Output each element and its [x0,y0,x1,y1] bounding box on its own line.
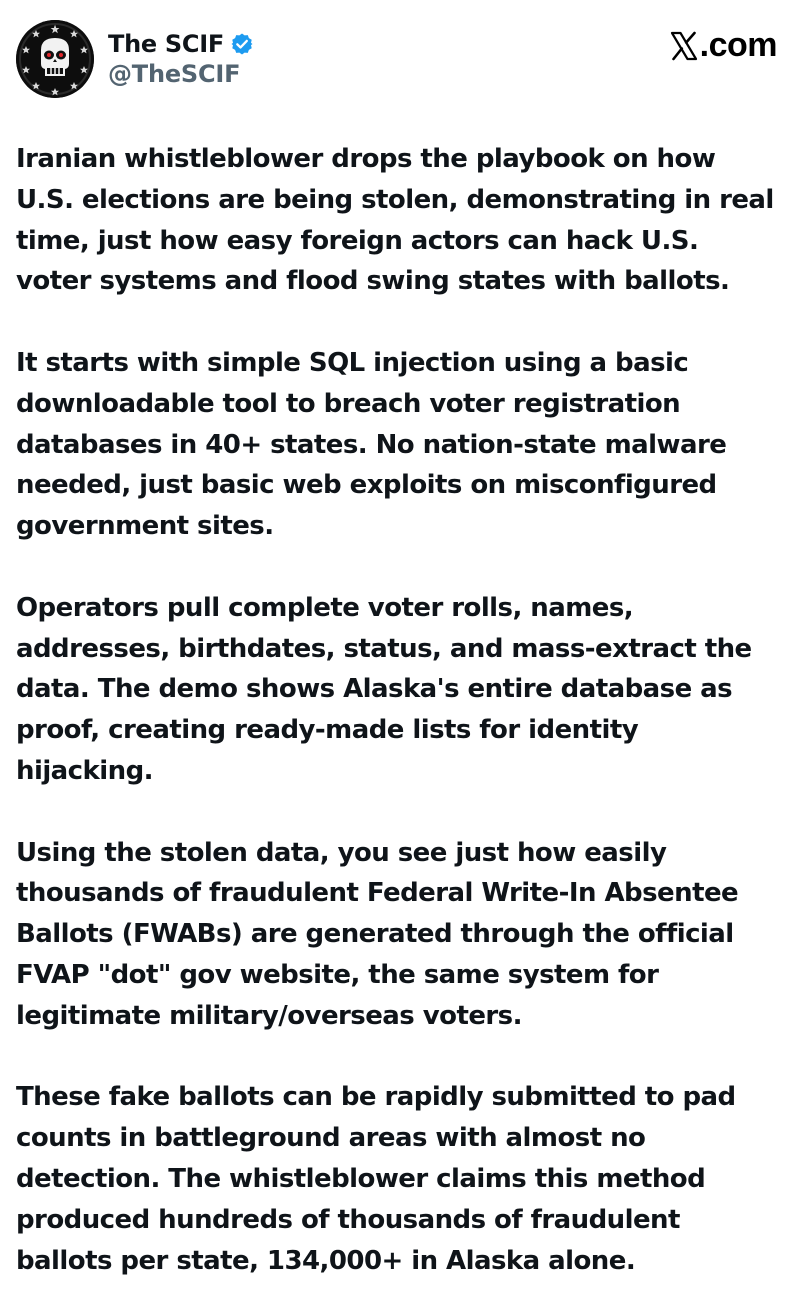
post-text-line: Operators pull complete voter rolls, names, [16,592,634,623]
post-text-line: government sites. [16,511,274,542]
post-text-line: time, just how easy foreign actors can hack U.S. [16,225,699,256]
post-text-line: databases in 40+ states. No nation-state malware [16,429,727,460]
author-avatar[interactable] [16,20,94,98]
post-text-line: produced hundreds of thousands of fraudulent [16,1204,680,1235]
post-paragraph [16,833,786,1037]
post-text-line: needed, just basic web exploits on misconfigured [16,470,717,501]
post-text-line: Iranian whistleblower drops the playbook on how [16,144,716,174]
post-paragraph [16,343,786,547]
post-body [16,139,786,1281]
post-text-line: downloadable tool to breach voter registration [16,388,681,419]
skull-avatar-icon [16,20,94,98]
author-handle[interactable]: @TheSCIF [108,60,241,88]
post-paragraph [16,588,786,792]
post-text-line: These fake ballots can be rapidly submitted to pad [16,1082,736,1113]
brand-domain: .com [699,26,777,64]
post-text-line: voter systems and flood swing states with ballots. [16,266,730,297]
display-name-row [108,28,254,60]
post-text-line: U.S. elections are being stolen, demonstrating in real [16,184,774,215]
post-text-line: FVAP "dot" gov website, the same system for [16,959,659,990]
post-text-line: It starts with simple SQL injection using a basic [16,347,689,378]
post-paragraph [16,1077,786,1281]
author-info [108,28,254,88]
x-logo-icon [669,31,699,61]
post-text-line: detection. The whistleblower claims this method [16,1163,706,1194]
post-text-line: thousands of fraudulent Federal Write-In Absentee [16,878,739,909]
post-paragraph [16,139,786,302]
post-text-line: proof, creating ready-made lists for identity [16,715,639,746]
post-header [16,20,777,100]
post-text-line: counts in battleground areas with almost no [16,1123,646,1154]
post-text-line: Using the stolen data, you see just how easily [16,837,667,868]
post-text-line: addresses, birthdates, status, and mass-extract the [16,633,752,664]
verified-badge-icon [230,32,254,56]
post-text-line: legitimate military/overseas voters. [16,1000,522,1031]
post-text-line: data. The demo shows Alaska's entire database as [16,674,733,705]
post-text-line: ballots per state, 134,000+ in Alaska alone. [16,1245,636,1276]
post-text-line: Ballots (FWABs) are generated through the official [16,919,734,950]
author-display-name[interactable]: The SCIF [108,30,224,58]
x-brand [669,26,777,65]
post-text-line: hijacking. [16,755,153,786]
